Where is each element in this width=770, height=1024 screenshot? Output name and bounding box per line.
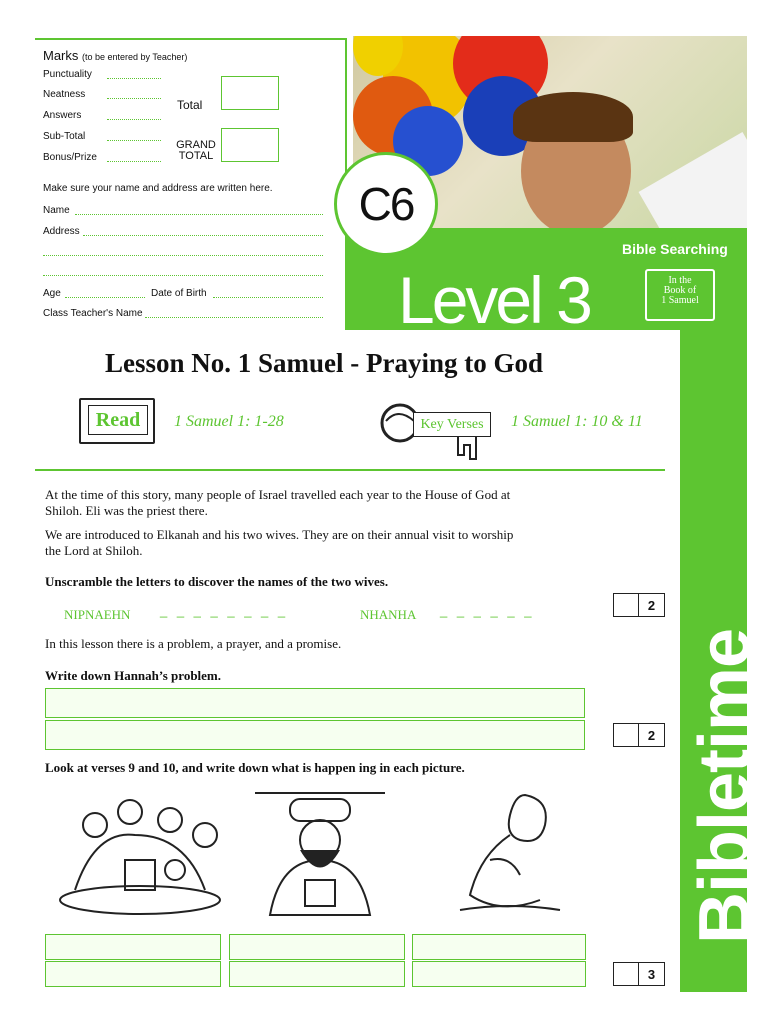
key-verses-label: Key Verses	[413, 412, 491, 437]
subtotal-line[interactable]	[107, 140, 161, 141]
age-field[interactable]	[65, 297, 145, 298]
grand-label: GRAND	[176, 139, 216, 151]
address-label: Address	[43, 226, 80, 237]
grand-total-label	[171, 140, 221, 162]
boy-shirt	[639, 132, 747, 228]
level-label: Level 3	[398, 263, 590, 337]
picture2-answer-2[interactable]	[229, 961, 405, 987]
marks-row-neatness: Neatness	[43, 89, 86, 100]
age-label: Age	[43, 288, 61, 299]
picture2-answer-1[interactable]	[229, 934, 405, 960]
score-value-q3: 3	[647, 966, 656, 982]
score-box-q3	[613, 962, 665, 986]
book-badge	[645, 269, 715, 321]
hannah-praying-picture	[450, 785, 570, 920]
score-value-q2: 2	[647, 727, 656, 743]
para2-line2: the Lord at Shiloh.	[45, 543, 143, 558]
dob-field[interactable]	[213, 297, 323, 298]
section-label: Bible Searching	[622, 241, 728, 257]
dob-label: Date of Birth	[151, 288, 207, 299]
score-value-q1: 2	[647, 597, 656, 613]
punctuality-line[interactable]	[107, 78, 161, 79]
picture1-answer-1[interactable]	[45, 934, 221, 960]
scramble-answer-2[interactable]: _ _ _ _ _ _	[440, 603, 535, 618]
answers-line[interactable]	[107, 119, 161, 120]
marks-row-punctuality: Punctuality	[43, 69, 92, 80]
marks-title	[43, 48, 187, 63]
paragraph-intro	[45, 487, 645, 519]
question-verses-pictures: Look at verses 9 and 10, and write down what is happen ing in each picture.	[45, 760, 465, 775]
total-box[interactable]	[221, 76, 279, 110]
book-line-1: In the	[668, 275, 692, 286]
book-line-3: 1 Samuel	[661, 295, 699, 306]
lesson-title: Lesson No. 1 Samuel - Praying to God	[105, 348, 544, 378]
picture3-answer-2[interactable]	[412, 961, 586, 987]
score-box-q1	[613, 593, 665, 617]
read-reference: 1 Samuel 1: 1-28	[174, 413, 284, 430]
boy-hair	[513, 92, 633, 142]
marks-form	[35, 38, 347, 330]
scramble-word-2: NHANHA	[360, 607, 417, 622]
book-line-2: Book of	[663, 285, 697, 296]
form-instruction: Make sure your name and address are written here.	[43, 183, 273, 194]
answer-line-2[interactable]	[45, 720, 585, 750]
total-label-2: TOTAL	[178, 150, 214, 162]
score-blank-q1[interactable]	[614, 594, 639, 616]
feast-picture	[55, 790, 225, 920]
marks-subtitle: (to be entered by Teacher)	[82, 52, 188, 62]
name-field[interactable]	[75, 214, 323, 215]
picture3-answer-1[interactable]	[412, 934, 586, 960]
score-blank-q3[interactable]	[614, 963, 639, 985]
grand-total-box[interactable]	[221, 128, 279, 162]
para2-line1: We are introduced to Elkanah and his two wives. They are on their annual visit to worship	[45, 527, 514, 542]
address-field-2[interactable]	[43, 255, 323, 256]
answer-line-1[interactable]	[45, 688, 585, 718]
address-field-1[interactable]	[83, 235, 323, 236]
scramble-answer-1[interactable]: _ _ _ _ _ _ _ _	[160, 603, 289, 618]
bonus-line[interactable]	[107, 161, 161, 162]
question-unscramble: Unscramble the letters to discover the names of the two wives.	[45, 574, 389, 589]
marks-row-answers: Answers	[43, 110, 82, 121]
marks-title-text: Marks	[43, 48, 79, 63]
divider-line	[35, 469, 665, 471]
read-label: Read	[88, 405, 148, 435]
marks-row-subtotal: Sub-Total	[43, 131, 86, 142]
question-hannah-problem: Write down Hannah’s problem.	[45, 668, 222, 683]
address-field-3[interactable]	[43, 275, 323, 276]
key-verses-reference: 1 Samuel 1: 10 & 11	[511, 413, 643, 430]
para1-line1: At the time of this story, many people of Israel travelled each year to the House of God at	[45, 487, 511, 502]
score-blank-q2[interactable]	[614, 724, 639, 746]
class-teacher-field[interactable]	[145, 317, 323, 318]
picture1-answer-2[interactable]	[45, 961, 221, 987]
marks-row-bonus: Bonus/Prize	[43, 152, 97, 163]
neatness-line[interactable]	[107, 98, 161, 99]
scramble-word-1: NIPNAEHN	[64, 607, 131, 622]
paragraph-problem-prayer-promise: In this lesson there is a problem, a prayer, and a promise.	[45, 636, 342, 651]
paragraph-elkanah	[45, 527, 645, 559]
total-label: Total	[177, 98, 203, 112]
priest-picture	[245, 785, 395, 920]
para1-line2: Shiloh. Eli was the priest there.	[45, 503, 208, 518]
bibletime-brand: Bibletime	[685, 628, 765, 944]
lesson-code-circle: C6	[334, 152, 438, 256]
name-label: Name	[43, 205, 70, 216]
class-teacher-label: Class Teacher's Name	[43, 308, 143, 319]
score-box-q2	[613, 723, 665, 747]
